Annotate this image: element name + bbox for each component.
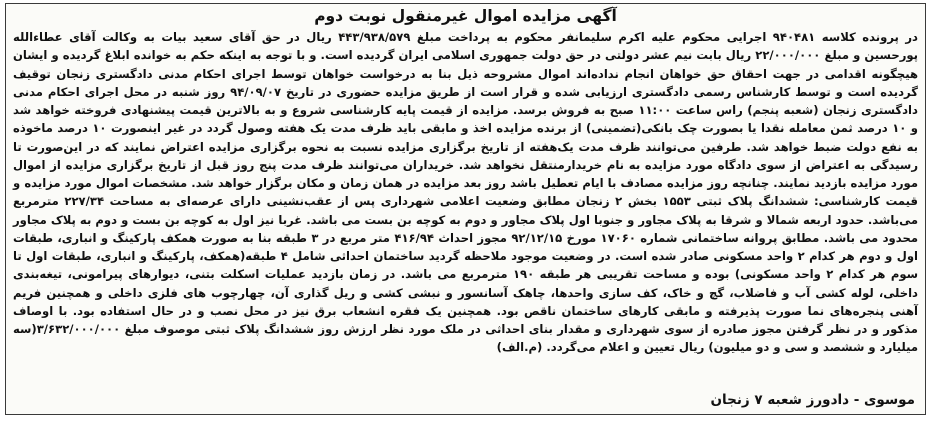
- notice-title: آگهی مزایده اموال غیرمنقول نوبت دوم: [314, 7, 617, 25]
- notice-signature: موسوی - دادورز شعبه ۷ زنجان: [710, 392, 915, 408]
- auction-notice: [5, 3, 926, 415]
- notice-body: در پرونده کلاسه ۹۴۰۴۸۱ اجرایی محکوم علیه اکرم سلیمانفر محکوم به پرداخت مبلغ ۴۴۳/۹۳۸/۵۷۹ ریال در حق آقای سعید بیات به وکالت آقای عطاءالله پورحسین و مبلغ ۲۲/۰۰۰/۰۰۰ ریال بابت نیم عشر دولتی در حق دولت جمهوری اسلامی ایران گردیده است. و با توجه به اینکه حکم به خوانده ابلاغ گردیده و ایشان هیچگونه اقدامی در جهت احقاق حق خواهان انجام نداده‌اند اموال مشروحه ذیل بنا به درخواست خواهان توسط اجرای احکام مدنی دادگستری زنجان توقیف گردیده است و توسط کارشناس رسمی دادگستری ارزیابی شده و قرار است از طریق مزایده حضوری در تاریخ ۹۴/۰۹/۰۷ روز شنبه در محل اجرای احکام مدنی دادگستری زنجان (شعبه پنجم) راس ساعت ۱۱:۰۰ صبح به فروش برسد. مزایده از قیمت پایه کارشناسی شروع و به بالاترین قیمت پیشنهادی فروخته خواهد شد و ۱۰ درصد ثمن معامله نقدا یا بصورت چک بانکی(تضمینی) از برنده مزایده اخذ و مابقی باید ظرف مدت یک هفته وصول گردد در غیر اینصورت ۱۰ درصد ماخوذه به نفع دولت ضبط خواهد شد. طرفین می‌توانند ظرف مدت یک‌هفته از تاریخ برگزاری مزایده نسبت به نحوه برگزاری مزایده اعتراض نمایند که در این‌صورت تا رسیدگی به اعتراض از سوی دادگاه مورد مزایده به نام خریدارمنتقل نخواهد شد. خریداران می‌توانند ظرف مدت پنج روز قبل از تاریخ برگزاری مزایده از اموال مورد مزایده بازدید نمایند. چنانچه روز مزایده مصادف با ایام تعطیل باشد روز بعد مزایده در همان زمان و مکان برگزار خواهد شد. مشخصات اموال مورد مزایده و قیمت کارشناسی: ششدانگ پلاک ثبتی ۱۵۵۳ بخش ۲ زنجان مطابق وضعیت اعلامی شهرداری پس از عقب‌نشینی دارای عرصه‌ای به مساحت ۲۲۷/۳۴ مترمربع می‌باشد. حدود اربعه شمالا و شرقا به پلاک مجاور و جنوبا اول پلاک مجاور و دوم به کوچه بن بست می باشد. غربا نیز اول به کوچه بن بست و دوم به پلاک مجاور محدود می باشد. مطابق پروانه ساختمانی شماره ۱۷۰۶۰ مورخ ۹۲/۱۲/۱۵ مجوز احداث ۴۱۶/۹۴ متر مربع در ۳ طبقه بنا به صورت همکف پارکینگ و انباری، طبقات اول و دوم هر کدام ۲ واحد مسکونی صادر شده است. در وضعیت موجود ملاحظه گردید ساختمان احداثی شامل ۴ طبقه(همکف، پارکینگ و انباری، طبقات اول تا سوم هر کدام ۲ واحد مسکونی) بوده و مساحت تقریبی هر طبقه ۱۹۰ مترمربع می باشد. در زمان بازدید عملیات اسکلت بتنی، دیوارهای پیرامونی، تیغه‌بندی داخلی، لوله کشی آب و فاضلاب، گچ و خاک، کف سازی واحدها، چاهک آسانسور و نبشی کشی و ریل گذاری آن، چهارچوب های فلزی داخلی و همچنین فریم آهنی پنجره‌های نما صورت پذیرفته و مابقی کارهای ساختمان ناقص بود. همچنین یک فقره انشعاب برق نیز در محل نصب و در حال استفاده بود. با اوصاف مذکور و در نظر گرفتن مجوز صادره از سوی شهرداری و مقدار بنای احداثی در ملک مورد نظر ارزش روز ششدانگ پلاک ثبتی موصوف مبلغ ۳/۶۳۲/۰۰۰/۰۰۰(سه میلیارد و ششصد و سی و دو میلیون) ریال تعیین و اعلام می‌گردد. (م.الف): [13, 30, 919, 355]
